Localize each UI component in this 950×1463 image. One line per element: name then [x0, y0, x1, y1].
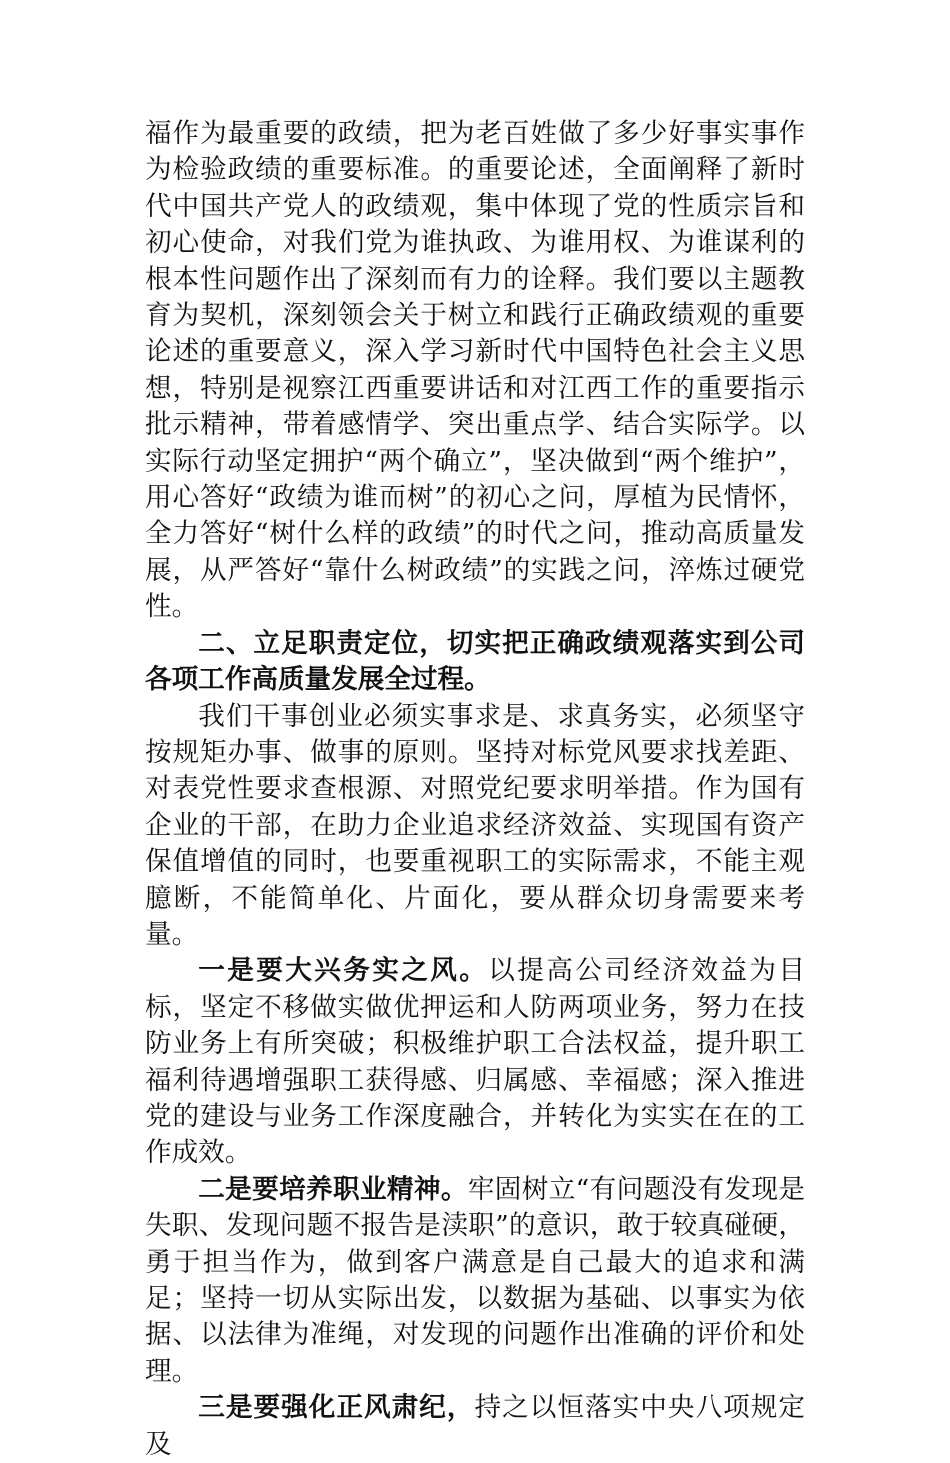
- paragraph-5-body: 持之以恒落实中央八项规定及: [145, 1392, 806, 1460]
- paragraph-3: [145, 953, 805, 1171]
- paragraph-3-body: 以提高公司经济效益为目标，坚定不移做实做优押运和人防两项业务，努力在技防业务上有所突破；积极维护职工合法权益，提升职工福利待遇增强职工获得感、归属感、幸福感；深入推进党的建设与业务工作深度融合，并转化为实实在在的工作成效。: [145, 955, 805, 1169]
- document-page: [145, 116, 805, 1463]
- paragraph-2: 我们干事创业必须实事求是、求真务实，必须坚守按规矩办事、做事的原则。坚持对标党风要求找差距、对表党性要求查根源、对照党纪要求明举措。作为国有企业的干部，在助力企业追求经济效益、实现国有资产保值增值的同时，也要重视职工的实际需求，不能主观臆断，不能简单化、片面化，要从群众切身需要来考量。: [145, 700, 805, 950]
- section-heading-2: 二、立足职责定位，切实把正确政绩观落实到公司各项工作高质量发展全过程。: [145, 627, 805, 696]
- paragraph-5: [145, 1390, 805, 1463]
- paragraph-1: 福作为最重要的政绩，把为老百姓做了多少好事实事作为检验政绩的重要标准。的重要论述，全面阐释了新时代中国共产党人的政绩观，集中体现了党的性质宗旨和初心使命，对我们党为谁执政、为谁用权、为谁谋利的根本性问题作出了深刻而有力的诠释。我们要以主题教育为契机，深刻领会关于树立和践行正确政绩观的重要论述的重要意义，深入学习新时代中国特色社会主义思想，特别是视察江西重要讲话和对江西工作的重要指示批示精神，带着感情学、突出重点学、结合实际学。以实际行动坚定拥护“两个确立”，坚决做到“两个维护”，用心答好“政绩为谁而树”的初心之问，厚植为民情怀，全力答好“树什么样的政绩”的时代之问，推动高质量发展，从严答好“靠什么树政绩”的实践之问，淬炼过硬党性。: [145, 118, 805, 623]
- paragraph-5-lead: 三是要强化正风肃纪，: [198, 1392, 475, 1424]
- paragraph-4-lead: 二是要培养职业精神。: [198, 1173, 468, 1205]
- paragraph-4-body: 牢固树立“有问题没有发现是失职、发现问题不报告是渎职”的意识，敢于较真碰硬，勇于担当作为，做到客户满意是自己最大的追求和满足；坚持一切从实际出发，以数据为基础、以事实为依据、以法律为准绳，对发现的问题作出准确的评价和处理。: [145, 1173, 805, 1387]
- paragraph-4: [145, 1172, 805, 1390]
- paragraph-3-lead: 一是要大兴务实之风。: [198, 955, 489, 987]
